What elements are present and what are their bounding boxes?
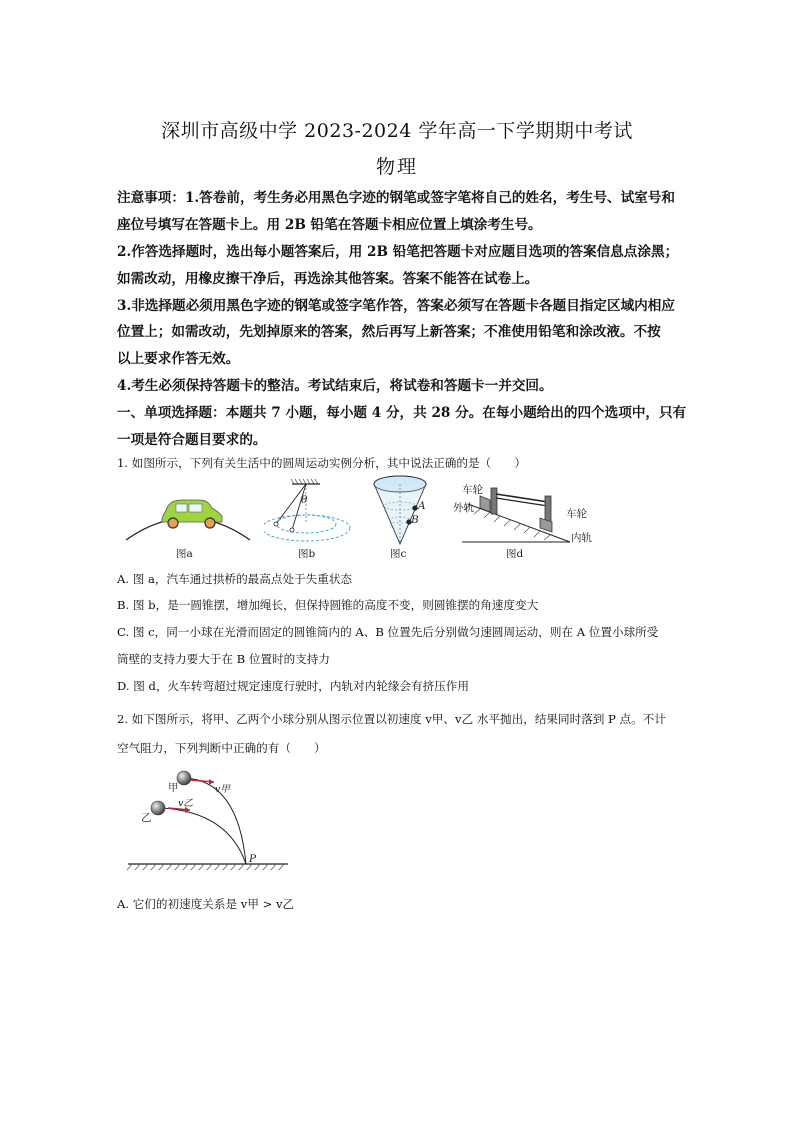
label-v-yi: v乙 — [178, 798, 193, 809]
notice-line: 位置上；如需改动，先划掉原来的答案，然后再写上新答案；不准使用铅笔和涂改液。不按 — [117, 324, 661, 340]
page-title: 深圳市高级中学 2023-2024 学年高一下学期期中考试 — [161, 120, 633, 142]
section-heading: 一项是符合题目要求的。 — [117, 432, 267, 448]
ball-yi — [151, 801, 165, 815]
q1-option-c: C. 图 c，同一小球在光滑而固定的圆锥筒内的 A、B 位置先后分别做匀速圆周运动，则在 A 位置小球所受 — [117, 625, 659, 639]
label-jia: 甲 — [168, 782, 179, 794]
label-v-jia: v甲 — [215, 784, 230, 795]
question-2-stem-cont: 空气阻力，下列判断中正确的有（ ） — [117, 741, 326, 755]
q1-option-d: D. 图 d，火车转弯超过规定速度行驶时，内轨对内轮缘会有挤压作用 — [117, 679, 469, 693]
question-1-stem: 1. 如图所示，下列有关生活中的圆周运动实例分析，其中说法正确的是（ ） — [117, 456, 526, 470]
label-wheel-top: 车轮 — [462, 484, 483, 496]
notice-line: 4.考生必须保持答题卡的整洁。考试结束后，将试卷和答题卡一并交回。 — [117, 378, 553, 394]
notice-line: 以上要求作答无效。 — [117, 351, 240, 367]
figure-d-caption: 图d — [506, 548, 524, 560]
notice-line: 座位号填写在答题卡上。用 2B 铅笔在答题卡相应位置上填涂考生号。 — [117, 217, 542, 233]
subject-title: 物理 — [375, 156, 418, 178]
figure-a-caption: 图a — [176, 548, 193, 560]
label-inner-rail: 内轨 — [571, 532, 592, 544]
notice-line: 3.非选择题必须用黑色字迹的钢笔或签字笔作答，答案必须写在答题卡各题目指定区域内相应 — [117, 298, 675, 314]
section-heading: 一、单项选择题：本题共 7 小题，每小题 4 分，共 28 分。在每小题给出的四个选项中，只有 — [117, 405, 687, 421]
label-wheel-right: 车轮 — [566, 508, 587, 520]
label-P: P — [249, 853, 257, 865]
point-B-label: B — [411, 514, 419, 526]
notice-line: 2.作答选择题时，选出每小题答案后，用 2B 铅笔把答题卡对应题目选项的答案信息点涂黑； — [117, 244, 679, 260]
notice-line: 注意事项：1.答卷前，考生务必用黑色字迹的钢笔或签字笔将自己的姓名，考生号、试室号和 — [117, 190, 675, 206]
figure-c-caption: 图c — [390, 548, 407, 560]
car-icon — [162, 500, 222, 528]
q1-option-a: A. 图 a，汽车通过拱桥的最高点处于失重状态 — [117, 572, 353, 586]
label-yi: 乙 — [141, 812, 152, 824]
q2-option-a: A. 它们的初速度关系是 v甲 > v乙 — [117, 897, 295, 911]
figure-b-caption: 图b — [298, 548, 316, 560]
label-outer-rail: 外轨 — [453, 502, 474, 514]
figure-b-conical-pendulum — [264, 478, 354, 548]
theta-label: θ — [301, 494, 308, 506]
ball-jia — [177, 771, 191, 785]
q1-option-c-cont: 筒壁的支持力要大于在 B 位置时的支持力 — [117, 652, 330, 666]
q1-option-b: B. 图 b，是一圆锥摆，增加绳长，但保持圆锥的高度不变，则圆锥摆的角速度变大 — [117, 598, 539, 612]
question-2-stem: 2. 如下图所示，将甲、乙两个小球分别从图示位置以初速度 v甲、v乙 水平抛出，结果同时落到 P 点。不计 — [117, 712, 666, 726]
point-A-label: A — [418, 500, 426, 512]
notice-line: 如需改动，用橡皮擦干净后，再选涂其他答案。答案不能答在试卷上。 — [117, 271, 539, 287]
